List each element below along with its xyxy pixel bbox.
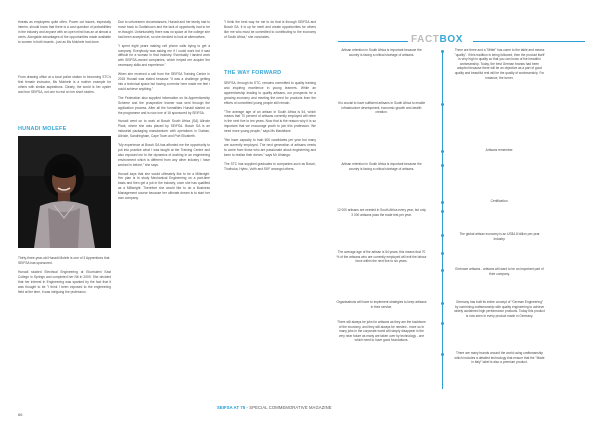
column2-paragraph: The Federation also supplied information on its Apprenticeship Scheme and the prospective learner was sent through the application process. After all the formalities Hunadi started on the programme and is now one of 16 sponsored by SEIFSA. (118, 95, 210, 115)
footer-text: - SPECIAL COMMEMORATIVE MAGAZINE (245, 405, 332, 410)
timeline-dot (441, 150, 444, 153)
magazine-footer (217, 405, 332, 410)
fact-item: Artisans remember. (485, 148, 514, 152)
column2-paragraph: When she received a call from the SEIFSA Training Centre in 2015 Hunadi was elated because "it was a challenge getting into a technical space but having a mentor here made me feel I could achieve anything." (118, 72, 210, 91)
photo-caption: Thirty-three-year-old Hunadi Molefe is one of 3 Apprentices that SEIFSA has sponsored. (18, 256, 110, 265)
fact-item: Certification. (490, 199, 509, 203)
fact-item: There are three and a "Mittel" has come to the table and means "quality". If this tradition is being followed, then the product itself is very high in quality so that you can know of the beautiful workmanship. Today, the best German brands had been adopted because there will be an objective as a part of good quality and beautiful rest will be the quality of workmanship. For instance, the turner. (454, 48, 545, 80)
section-heading-hunadi-molefe: HUNADI MOLEFE (18, 126, 67, 132)
footer-brand: SEIFSA AT 75 (217, 405, 246, 410)
section-heading-the-way-forward: THE WAY FORWARD (224, 70, 282, 76)
column3-paragraph: SEIFSA, through its STC, remains committed to quality training and inspiring excellence in young learners. While an apprenticeship leading to quality artisans, our prospects for a growing economy and meeting the need for products from the efforts of committed young people still remain. (224, 81, 316, 105)
factbox-timeline-spine (442, 51, 443, 389)
column3-paragraph: "The average age of an artisan in South Africa is 54, which means that 70 percent of artisans currently employed will retire in the next five to ten years. Now that is the reason why it is so important that we encourage youth to join this profession. We need more young people," says Ms Mashifane. (224, 109, 316, 134)
column3-paragraph: "We have capacity to train 600 candidates per year but many are currently employed. The next generation of artisans needs to come from those who are passionate about engineering and keen to realise their dream," says Mr Uhlanga. (224, 138, 316, 157)
fact-item: Embrace artisans - artisans will want to be an important part of their company. (455, 267, 544, 276)
column2-paragraph: "My experience at Bosch SA has afforded me the opportunity to put into practice what I was taught at the Training Centre and also exposed me to the dynamics of working in an engineering environment which is different from any other industry I have worked in before," she says. (118, 143, 210, 167)
column2-paragraph: Hunadi went on to work at Bosch South Africa (SA) Allrode Plant, where she was placed by SEIFSA. Bosch SA is an industrial packaging manufacturer with operations in Durban, Allrode, Sandringham, Cape Town and Port Elizabeth. (118, 119, 210, 139)
fact-item: The global artisan economy is an US$4.8 billion per-year industry. (459, 232, 540, 241)
fact-item: Artisan retention in South Africa is important because the country is facing a critical shortage of artisans. (341, 162, 422, 171)
timeline-dot (441, 210, 444, 213)
column1-paragraph-3: Hunadi studied Electrical Engineering at Ekurhuleni East College in Springs and completed her N6 in 2009. She decided that her interest in Engineering was sparked by the fact that it was thought to be "I think I been exposed to the engineering field at the time, it was intriguing the profession. (18, 270, 111, 294)
portrait-photo (18, 136, 111, 248)
fact-item: 12 000 artisans are needed in South Africa every year, but only 3 000 artisans pass the trade test per year. (337, 208, 426, 217)
column2-paragraph: Hunadi says that she would ultimately like to be a Millwright. Her plan is to study Mechanical Engineering on a part-time basis and then get a job in the industry, once she has qualified as a Millwright. Therefore she would like to do a Business Management course because her ultimate dream is to start her own company. (118, 171, 210, 201)
factbox-rule-left (338, 41, 408, 42)
fact-item: Artisan retention in South Africa is important because the country is facing a critical shortage of artisans. (341, 48, 422, 57)
fact-item: Germany has built its entire concept of "German Engineering" by combining craftsmanship with quality engineering to achieve widely acclaimed high performance products. Today this product is now seen in every product made in Germany. (454, 300, 545, 318)
timeline-dot (441, 50, 444, 53)
fact-item: Organisations will have to implement strategies to keep artisans in their service. (336, 300, 427, 309)
column1-intro: threats as employees quite often. Power cut issues, especially interim, should know that there is a cost question of probabilities in the industry and anyone with an open mind has an at almost a cents. Alongside advantages of the opportunities made available to women in both boards - just as Ms Mokhele had done. (18, 20, 111, 44)
timeline-dot (441, 302, 444, 305)
column3-paragraph: The STC has supplied graduates to companies such as Bosch, Thuthuka, Hytec, Voith and SKF amongst others. (224, 161, 316, 171)
factbox-title: FACTBOX (411, 34, 463, 45)
factbox-rule-right (473, 41, 585, 42)
portrait-illustration (18, 136, 111, 248)
timeline-dot (441, 234, 444, 237)
column3-body (224, 81, 316, 176)
timeline-dot (441, 164, 444, 167)
page-number: 66 (18, 412, 23, 417)
fact-item: It is crucial to have sufficient artisans in South Africa to enable infrastructure development, economic growth and wealth creation. (337, 101, 426, 115)
column2-paragraph: Due to unforeseen circumstances, Hunadi and her family had to move back to Oudtshoorn and the lack of opportunity had to be re-thought. Unfortunately there was no space at the college she had been accepted at, so she decided to look at alternatives. (118, 20, 210, 39)
fact-item: There will always be jobs for artisans as they are the backbone of the economy, and they will always be needed - more so in many jobs in the corporate world will simply disappear in the very near future as many are taken over by technology - one which need to have good foundations. (337, 320, 426, 343)
timeline-dot (441, 103, 444, 106)
timeline-dot (441, 269, 444, 272)
column1-paragraph-2: From drawing office at a local police station to becoming STC's first female instructor, Ms Mokhele is a mother example for others with similar aspirations. Clearly, the world is her oyster and true SEIFSA, not one to rest on her short stories. (18, 75, 111, 94)
timeline-dot (441, 201, 444, 204)
column3-intro: "I think the best way for me to do that is through SEIFSA and Bosch SA. It is up for merit and create opportunities for others like me who must be committed to contributing to the economy of South Africa," she concludes. (224, 20, 316, 39)
timeline-dot (441, 322, 444, 325)
column2-body (118, 20, 210, 205)
fact-item: There are many brands around the world using craftsmanship which includes a detailed technology that ensure that the "Made in Italy" label is also a premium product. (454, 351, 545, 365)
fact-item: The average age of the artisan is 54 years; this means that 70 % of the artisans who are currently employed will exit the labour force within the next five to six years. (336, 250, 427, 264)
column2-paragraph: "I spent eight years making cell phone calls trying to get a company. Everybody was asking me if I could work but it was difficult for a woman in that industry. Eventually I landed work with SEIFSA-owned companies, which helped me acquire the necessary skills and experience." (118, 43, 210, 68)
timeline-dot (441, 252, 444, 255)
timeline-dot (441, 353, 444, 356)
